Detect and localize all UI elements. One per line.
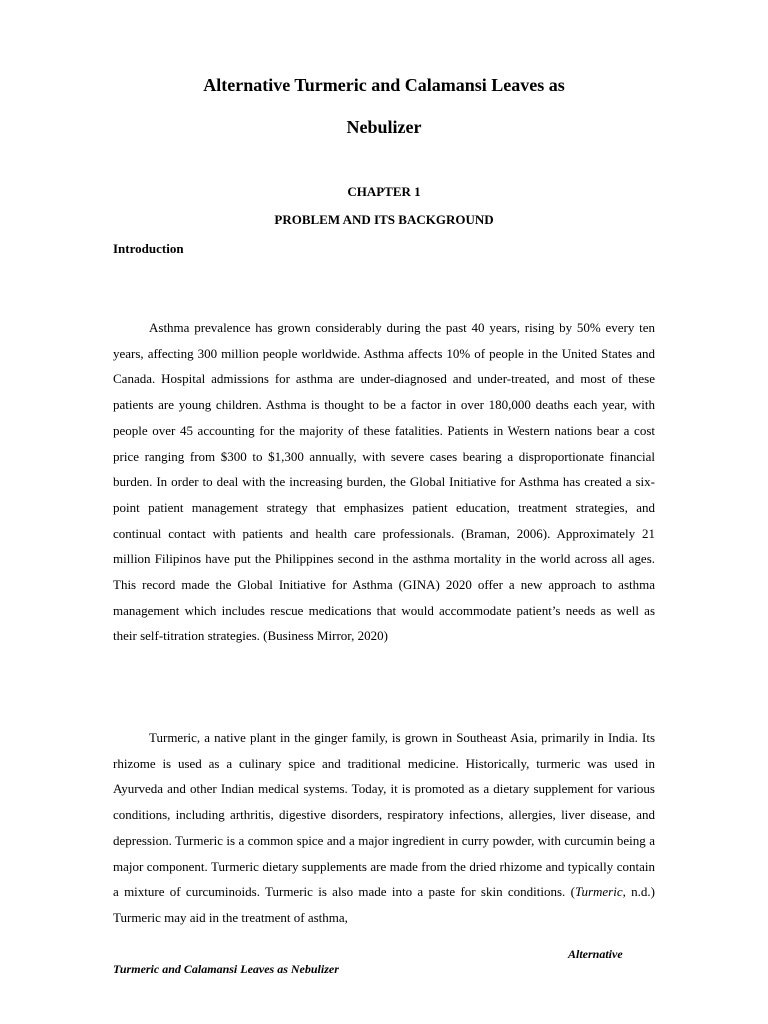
paragraph-turmeric (113, 725, 655, 931)
chapter-number: CHAPTER 1 (347, 184, 421, 199)
footer-running-title-left: Turmeric and Calamansi Leaves as Nebulizer (113, 962, 339, 976)
footer-running-title-right: Alternative (568, 947, 623, 961)
chapter-title: PROBLEM AND ITS BACKGROUND (274, 212, 494, 227)
section-heading-introduction: Introduction (113, 241, 184, 256)
paragraph-turmeric-text-start: Turmeric, a native plant in the ginger family, is grown in Southeast Asia, primarily in India. Its rhizome is used as a culinary spice and traditional medicine. Historically, turmeric was used in Ayurveda and other Indian medical systems. Today, it is promoted as a dietary supplement for various conditions, including arthritis, digestive disorders, respiratory infections, allergies, liver disease, and depression. Turmeric is a common spice and a major ingredient in curry powder, with curcumin being a major component. Turmeric dietary supplements are made from the dried rhizome and typically contain a mixture of curcuminoids. Turmeric is also made into a paste for skin conditions. ( (113, 730, 655, 900)
document-title-line-1: Alternative Turmeric and Calamansi Leaves as (203, 75, 565, 95)
paragraph-turmeric-text-end: , n.d.) Turmeric may aid in the treatment of asthma, (113, 884, 655, 925)
document-title-line-2: Nebulizer (346, 117, 422, 137)
citation-turmeric-italic: Turmeric (574, 884, 623, 900)
paragraph-asthma-prevalence: Asthma prevalence has grown considerably during the past 40 years, rising by 50% every ten years, affecting 300 million people worldwide. Asthma affects 10% of people in the United States and Canada. Hospital admissions for asthma are under-diagnosed and under-treated, and most of these patients are young children. Asthma is thought to be a factor in over 180,000 deaths each year, with people over 45 accounting for the majority of these fatalities. Patients in Western nations bear a cost price ranging from $300 to $1,300 annually, with severe cases bearing a disproportionate financial burden. In order to deal with the increasing burden, the Global Initiative for Asthma has created a six-point patient management strategy that emphasizes patient education, treatment strategies, and continual contact with patients and health care professionals. (Braman, 2006). Approximately 21 million Filipinos have put the Philippines second in the asthma mortality in the world across all ages. This record made the Global Initiative for Asthma (GINA) 2020 offer a new approach to asthma management which includes rescue medications that would accommodate patient’s needs as well as their self-titration strategies. (Business Mirror, 2020) (113, 320, 655, 644)
